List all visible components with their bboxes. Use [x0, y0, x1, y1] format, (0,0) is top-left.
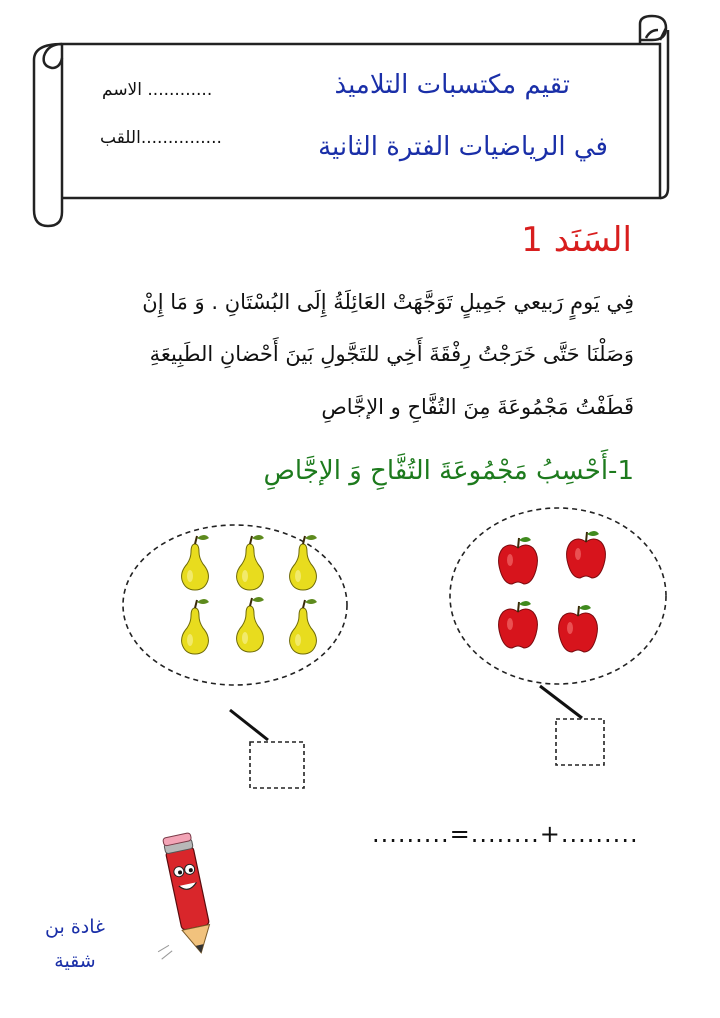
pear-icon [237, 535, 264, 590]
pear-icon [182, 535, 209, 590]
apple-icon [567, 531, 606, 578]
apples [499, 531, 606, 652]
pear-icon [290, 599, 317, 654]
pear-icon [237, 597, 264, 652]
author-line2: شقية [54, 950, 96, 972]
apple-icon [499, 601, 538, 648]
header-title-line2: في الرياضيات الفترة الثانية [318, 132, 608, 162]
apples-answer-box [556, 719, 604, 765]
pears-answer-box [250, 742, 304, 788]
section-title: السَنَد 1 [521, 220, 632, 260]
question-text: 1-أَحْسِبُ مَجْمُوعَةَ التُفَّاحِ وَ الإجَّاصِ [263, 456, 634, 486]
student-surname-field[interactable]: اللقب............... [100, 128, 222, 148]
scroll-banner [34, 16, 668, 226]
author-line1: غادة بن [45, 916, 105, 938]
author-signature [40, 910, 110, 978]
student-name-field[interactable]: الاسم ............ [102, 80, 213, 100]
story-line: قَطَفْتُ مَجْمُوعَةَ مِنَ التُفَّاحِ و الإجَّاصِ [321, 395, 634, 419]
story-line: وَصَلْنَا حَتَّى خَرَجْتُ رِفْقَةَ أَخِي للتَجَّولِ بَينَ أَحْضانِ الطَبِيعَةِ [149, 342, 634, 366]
pear-icon [290, 535, 317, 590]
story-line: فِي يَومٍ رَبيعي جَمِيلٍ تَوَجَّهَتْ العَائِلَةُ إِلَى البُسْتَانِ . وَ مَا إِنْ [142, 290, 634, 314]
apples-group [450, 508, 666, 765]
apple-icon [559, 605, 598, 652]
apple-icon [499, 537, 538, 584]
pears-group [123, 525, 347, 788]
pencil-mascot-icon [135, 833, 215, 962]
pears [182, 535, 317, 654]
header-title-line1: تقيم مكتسبات التلاميذ [334, 70, 570, 100]
equation-blank[interactable]: .........=........+......... [372, 820, 639, 848]
pear-icon [182, 599, 209, 654]
